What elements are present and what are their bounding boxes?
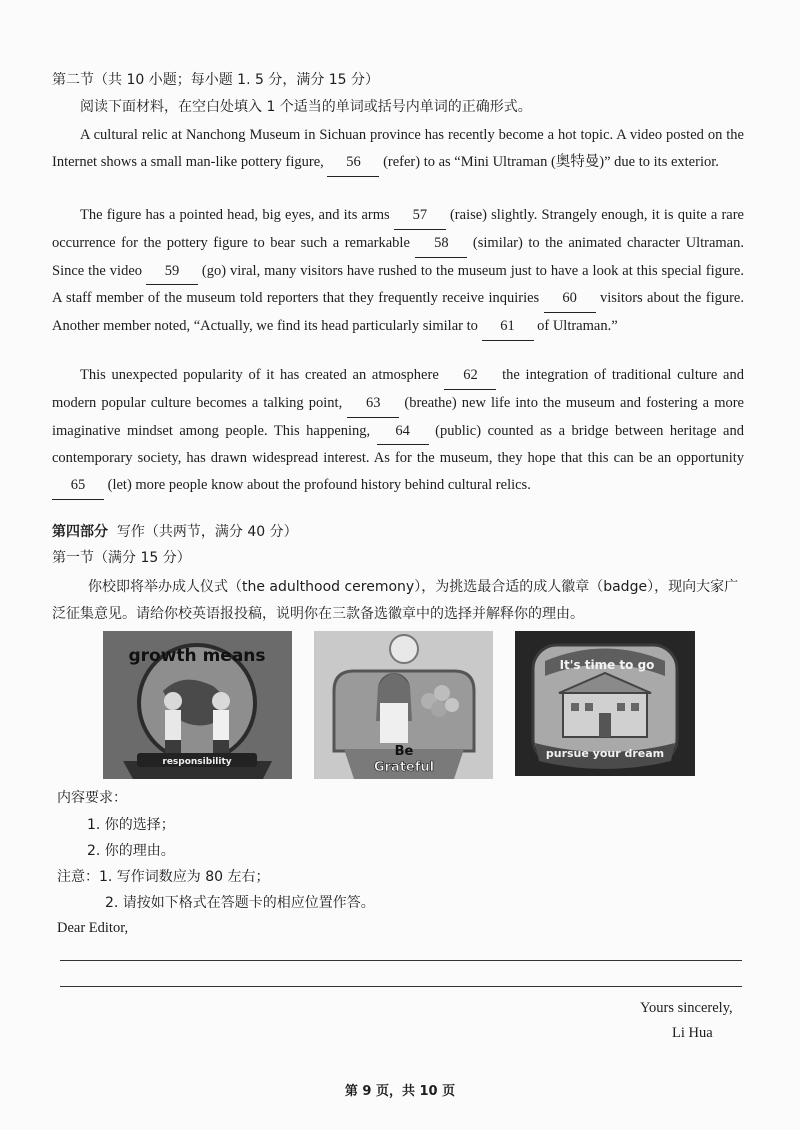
section2-heading: 第二节（共 10 小题；每小题 1. 5 分，满分 15 分）	[52, 72, 380, 88]
writing-prompt-text: 你校即将举办成人仪式（the adulthood ceremony），为挑选最合适的成人徽章（badge），现向大家广泛征集意见。请给你校英语报投稿，说明你在三款备选徽章中的选择并解释你的理由。	[52, 579, 739, 622]
requirements-title: 内容要求：	[57, 790, 127, 806]
badge-grateful-image	[314, 631, 493, 779]
answer-line-1[interactable]	[60, 960, 742, 961]
p2-text-3: (similar) to the animated character Ultraman. Since the video	[52, 234, 744, 279]
letter-closing: Yours sincerely,	[640, 1000, 733, 1016]
passage-paragraph-3	[52, 362, 744, 500]
blank-60[interactable]: 60	[544, 285, 596, 313]
page-footer: 第 9 页，共 10 页	[344, 1084, 456, 1099]
letter-salutation: Dear Editor,	[57, 920, 129, 936]
blank-58[interactable]: 58	[415, 230, 467, 258]
p2-text-2: (raise) slightly. Strangely enough, it is quite a rare occurrence for the pottery figure to bear such a remarkable	[52, 207, 744, 251]
section2-instruction: 阅读下面材料，在空白处填入 1 个适当的单词或括号内单词的正确形式。	[80, 99, 532, 115]
badge-dream-bottom-text: pursue your dream	[545, 747, 665, 760]
passage-paragraph-1	[52, 122, 744, 177]
part4-heading	[52, 522, 298, 542]
badge-dream-image	[515, 631, 695, 776]
p3-text-5: (let) more people know about the profound history behind cultural relics.	[104, 477, 531, 494]
p2-text-1: The figure has a pointed head, big eyes, and its arms	[80, 207, 394, 223]
blank-59[interactable]: 59	[146, 258, 198, 286]
p3-text-1: This unexpected popularity of it has created an atmosphere	[80, 367, 445, 383]
requirement-2: 2. 你的理由。	[87, 843, 175, 859]
p3-text-4: (public) counted as a bridge between heritage and contemporary society, has drawn widespread interest. As for the museum, they hope that this can be an opportunity	[52, 422, 744, 467]
blank-56[interactable]: 56	[327, 149, 379, 177]
badge-grateful-graphic	[314, 631, 493, 779]
blank-63[interactable]: 63	[347, 390, 399, 418]
requirement-1: 1. 你的选择；	[87, 817, 175, 833]
p1-text-1: A cultural relic at Nanchong Museum in Sichuan province has recently become a hot topic. A video posted on the Internet shows a small man-like pottery figure,	[52, 127, 744, 170]
p2-text-4: (go) viral, many visitors have rushed to the museum just to have a look at this special figure. A staff member of the museum told reporters that they frequently receive inquiries	[52, 262, 744, 307]
note-1: 注意：1. 写作词数应为 80 左右；	[57, 869, 270, 885]
letter-signature: Li Hua	[672, 1025, 713, 1041]
blank-65[interactable]: 65	[52, 472, 104, 500]
badge-growth-image	[103, 631, 292, 779]
note-2: 2. 请按如下格式在答题卡的相应位置作答。	[105, 895, 375, 911]
p3-text-3: (breathe) new life into the museum and fostering a more imaginative mindset among people. This happening,	[52, 394, 744, 439]
blank-62[interactable]: 62	[444, 362, 496, 390]
part4-subheading: 第一节（满分 15 分）	[52, 550, 191, 566]
badge-grateful-line2: Grateful	[373, 760, 435, 775]
part4-heading-title: 写作（共两节，满分 40 分）	[116, 524, 298, 540]
badge-growth-bottom-text: responsibility	[162, 757, 232, 767]
blank-64[interactable]: 64	[377, 418, 429, 446]
badge-dream-graphic	[515, 631, 695, 776]
answer-line-2[interactable]	[60, 986, 742, 987]
p1-text-2: (refer) to as “Mini Ultraman (奥特曼)” due to its exterior.	[379, 153, 719, 170]
p2-text-5: visitors about the figure. Another member noted, “Actually, we find its head particularly similar to	[52, 290, 744, 335]
badge-dream-top-text: It's time to go	[559, 658, 655, 672]
blank-57[interactable]: 57	[394, 202, 446, 230]
part4-heading-label: 第四部分	[52, 524, 108, 540]
p2-text-6: of Ultraman.”	[533, 318, 618, 335]
badge-growth-graphic	[103, 631, 292, 779]
p3-text-2: the integration of traditional culture and modern popular culture becomes a talking point,	[52, 367, 744, 411]
badge-grateful-line1: Be	[394, 744, 414, 759]
blank-61[interactable]: 61	[482, 313, 534, 341]
badge-growth-top-text: growth means	[128, 646, 266, 666]
writing-prompt	[52, 574, 744, 628]
passage-paragraph-2	[52, 202, 744, 341]
